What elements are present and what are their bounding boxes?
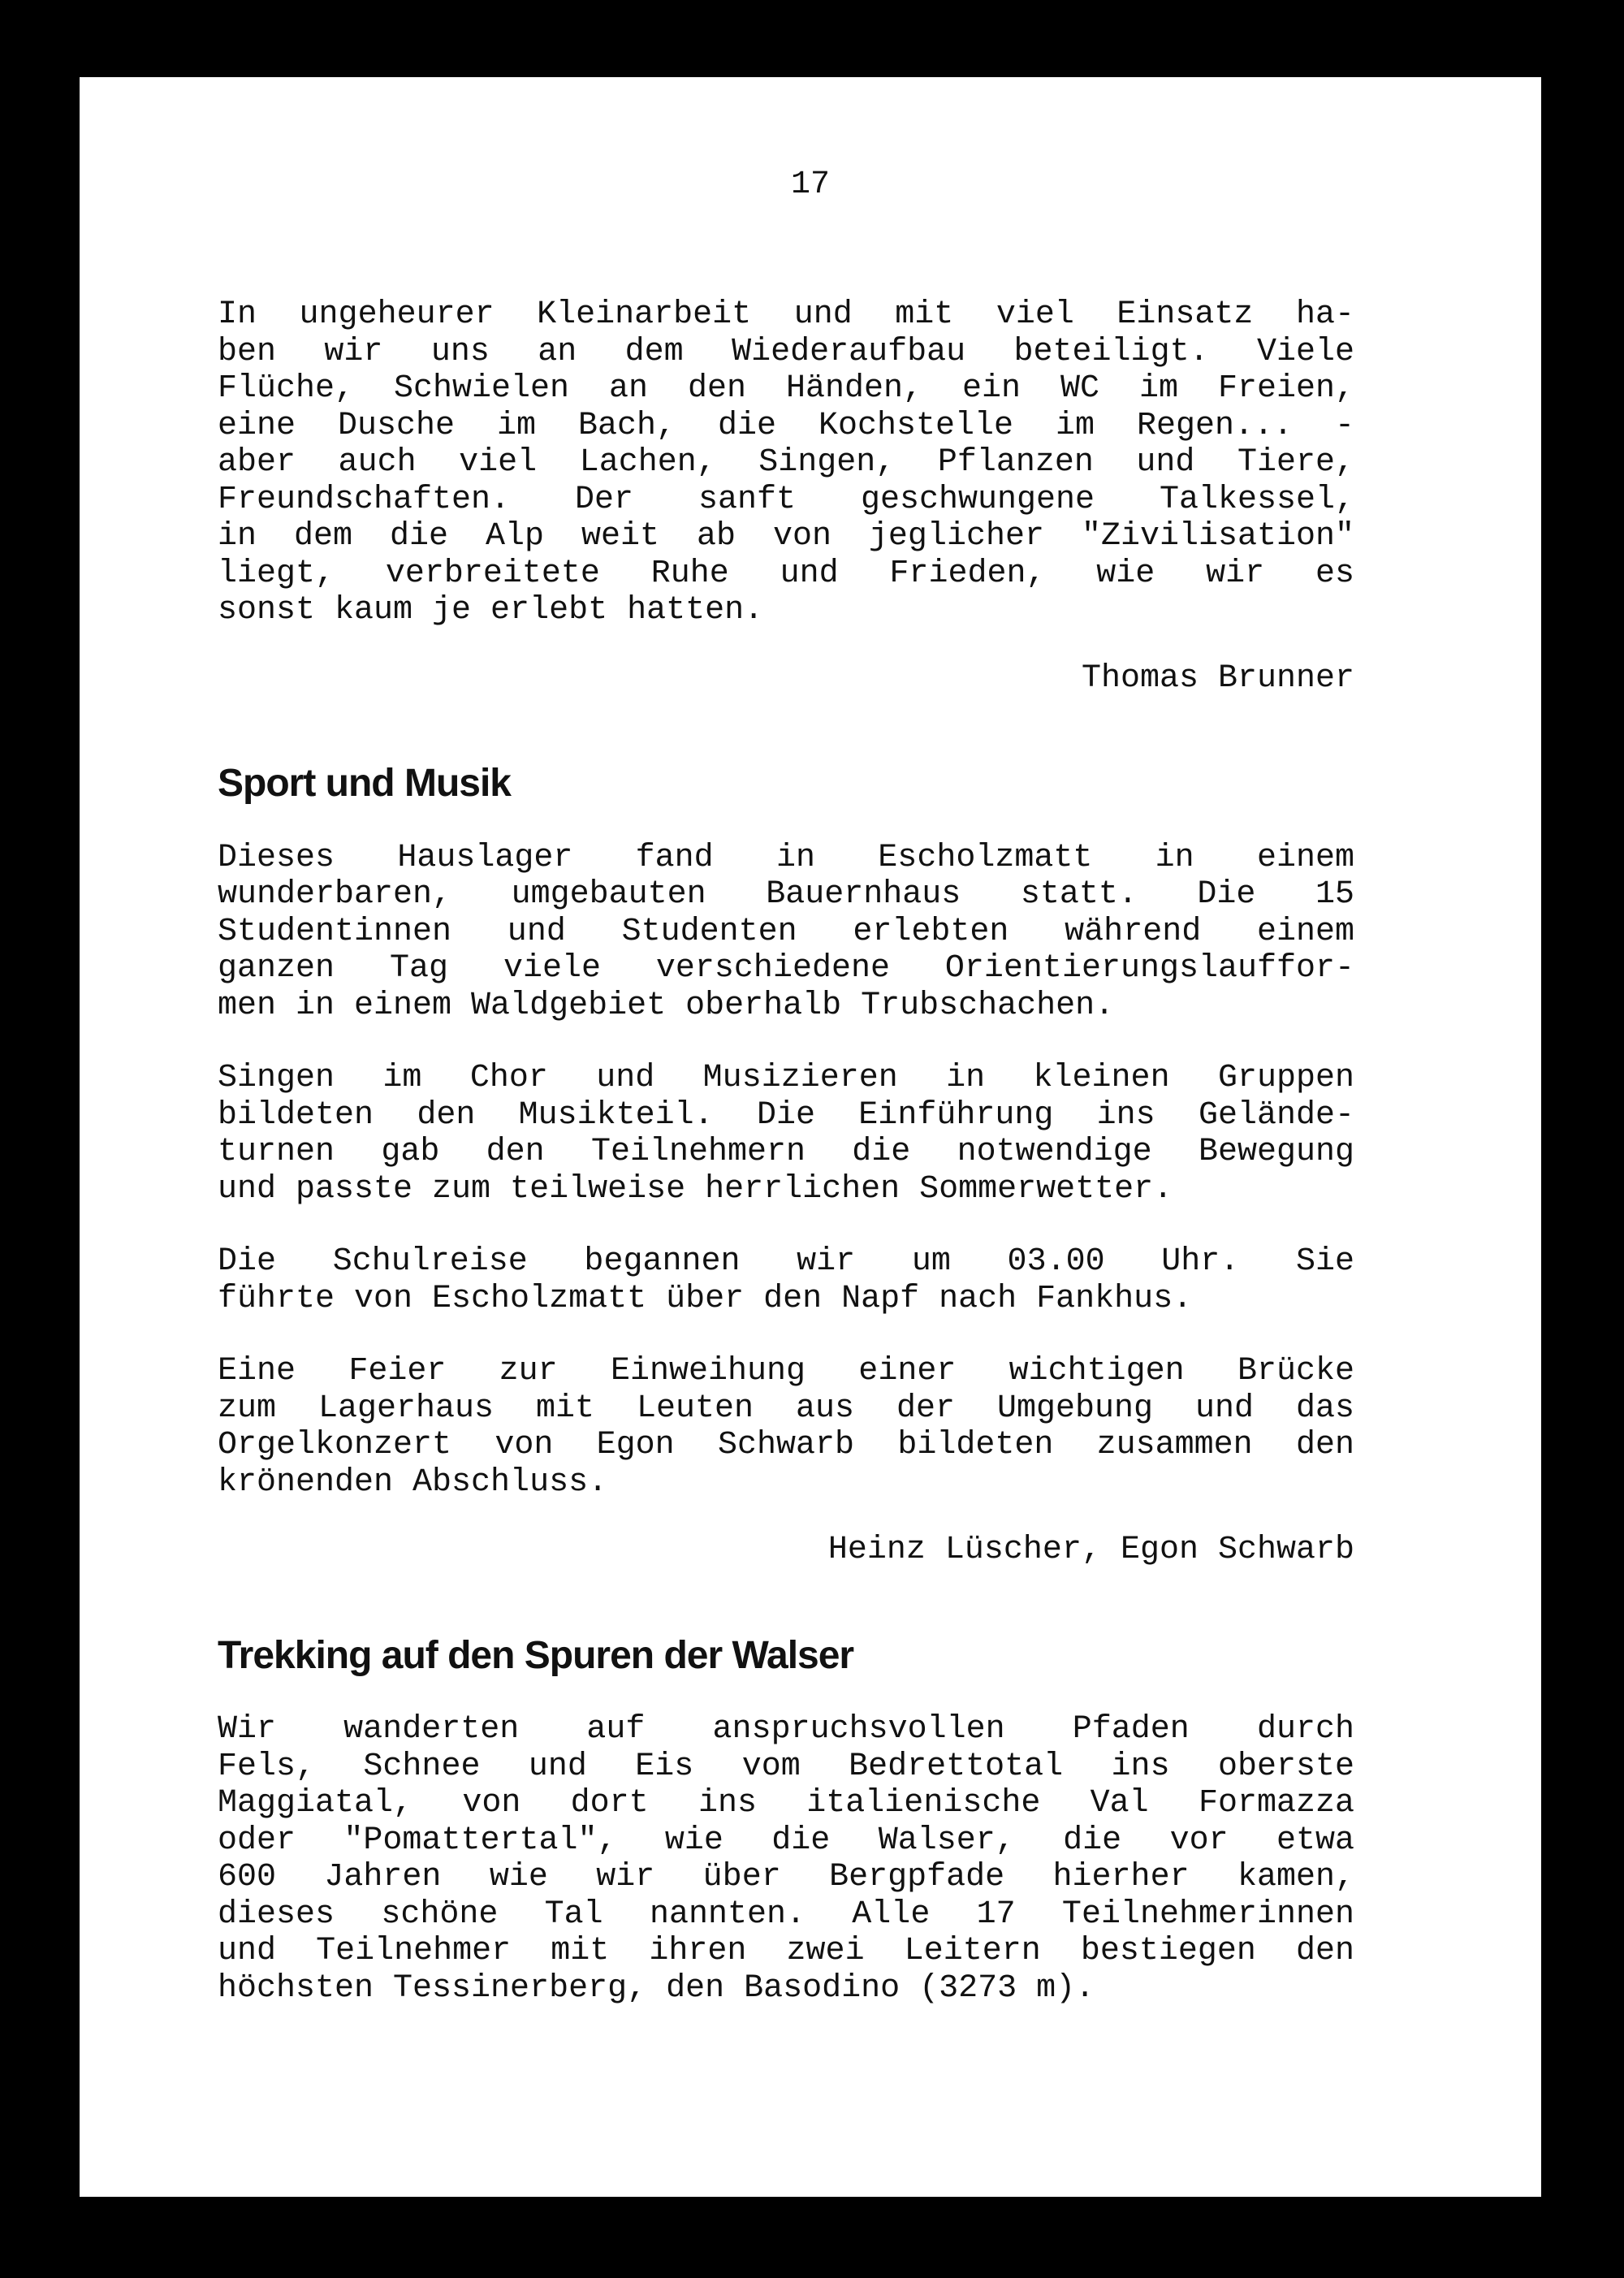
text-line: liegt, verbreitete Ruhe und Frieden, wie wir es	[218, 555, 1354, 592]
text-line: und passte zum teilweise herrlichen Sommerwetter.	[218, 1170, 1173, 1208]
text-line: Wir wanderten auf anspruchsvollen Pfaden durch	[218, 1711, 1354, 1748]
body-paragraph	[218, 1060, 1354, 1208]
text-line: wunderbaren, umgebauten Bauernhaus statt. Die 15	[218, 876, 1354, 913]
text-line: Singen im Chor und Musizieren in kleinen Gruppen	[218, 1060, 1354, 1096]
text-line: und Teilnehmer mit ihren zwei Leitern bestiegen den	[218, 1933, 1354, 1969]
text-line: Dieses Hauslager fand in Escholzmatt in einem	[218, 839, 1354, 876]
text-line: dieses schöne Tal nannten. Alle 17 Teilnehmerinnen	[218, 1895, 1354, 1933]
text-line: In ungeheurer Kleinarbeit und mit viel Einsatz ha-	[218, 296, 1354, 333]
section-heading: Sport und Musik	[218, 762, 511, 805]
text-line: Maggiatal, von dort ins italienische Val Formazza	[218, 1785, 1354, 1822]
text-line: aber auch viel Lachen, Singen, Pflanzen und Tiere,	[218, 444, 1354, 481]
text-line: Eine Feier zur Einweihung einer wichtigen Brücke	[218, 1353, 1354, 1390]
text-line: men in einem Waldgebiet oberhalb Trubschachen.	[218, 987, 1115, 1024]
text-line: Studentinnen und Studenten erlebten während einem	[218, 913, 1354, 950]
document-page	[80, 77, 1541, 2197]
page-number: 17	[790, 166, 830, 203]
text-line: Orgelkonzert von Egon Schwarb bildeten zusammen den	[218, 1427, 1354, 1463]
text-line: führte von Escholzmatt über den Napf nach Fankhus.	[218, 1280, 1193, 1317]
author-signature: Thomas Brunner	[1081, 659, 1354, 697]
text-line: eine Dusche im Bach, die Kochstelle im Regen... -	[218, 407, 1354, 444]
text-line: Freundschaften. Der sanft geschwungene Talkessel,	[218, 481, 1354, 518]
text-line: oder "Pomattertal", wie die Walser, die vor etwa	[218, 1822, 1354, 1859]
text-line: ben wir uns an dem Wiederaufbau beteiligt. Viele	[218, 333, 1354, 370]
text-line: 600 Jahren wie wir über Bergpfade hierher kamen,	[218, 1859, 1354, 1895]
text-line: Flüche, Schwielen an den Händen, ein WC im Freien,	[218, 370, 1354, 407]
body-paragraph	[218, 1353, 1354, 1501]
intro-paragraph	[218, 296, 1354, 629]
author-signature: Heinz Lüscher, Egon Schwarb	[827, 1532, 1354, 1568]
text-line: bildeten den Musikteil. Die Einführung ins Gelände-	[218, 1096, 1354, 1134]
text-line: krönenden Abschluss.	[218, 1463, 608, 1501]
text-line: höchsten Tessinerberg, den Basodino (3273 m).	[218, 1969, 1095, 2007]
body-paragraph	[218, 1243, 1354, 1317]
body-paragraph	[218, 1711, 1354, 2007]
section-heading: Trekking auf den Spuren der Walser	[218, 1633, 854, 1677]
page-content	[218, 296, 1354, 2007]
text-line: zum Lagerhaus mit Leuten aus der Umgebung und das	[218, 1390, 1354, 1427]
text-line: Fels, Schnee und Eis vom Bedrettotal ins oberste	[218, 1748, 1354, 1785]
text-line: in dem die Alp weit ab von jeglicher "Zivilisation"	[218, 518, 1354, 555]
text-line: turnen gab den Teilnehmern die notwendige Bewegung	[218, 1134, 1354, 1170]
text-line: Die Schulreise begannen wir um 03.00 Uhr. Sie	[218, 1243, 1354, 1280]
text-line: sonst kaum je erlebt hatten.	[218, 592, 764, 629]
text-line: ganzen Tag viele verschiedene Orientierungslauffor-	[218, 950, 1354, 987]
body-paragraph	[218, 840, 1354, 1025]
